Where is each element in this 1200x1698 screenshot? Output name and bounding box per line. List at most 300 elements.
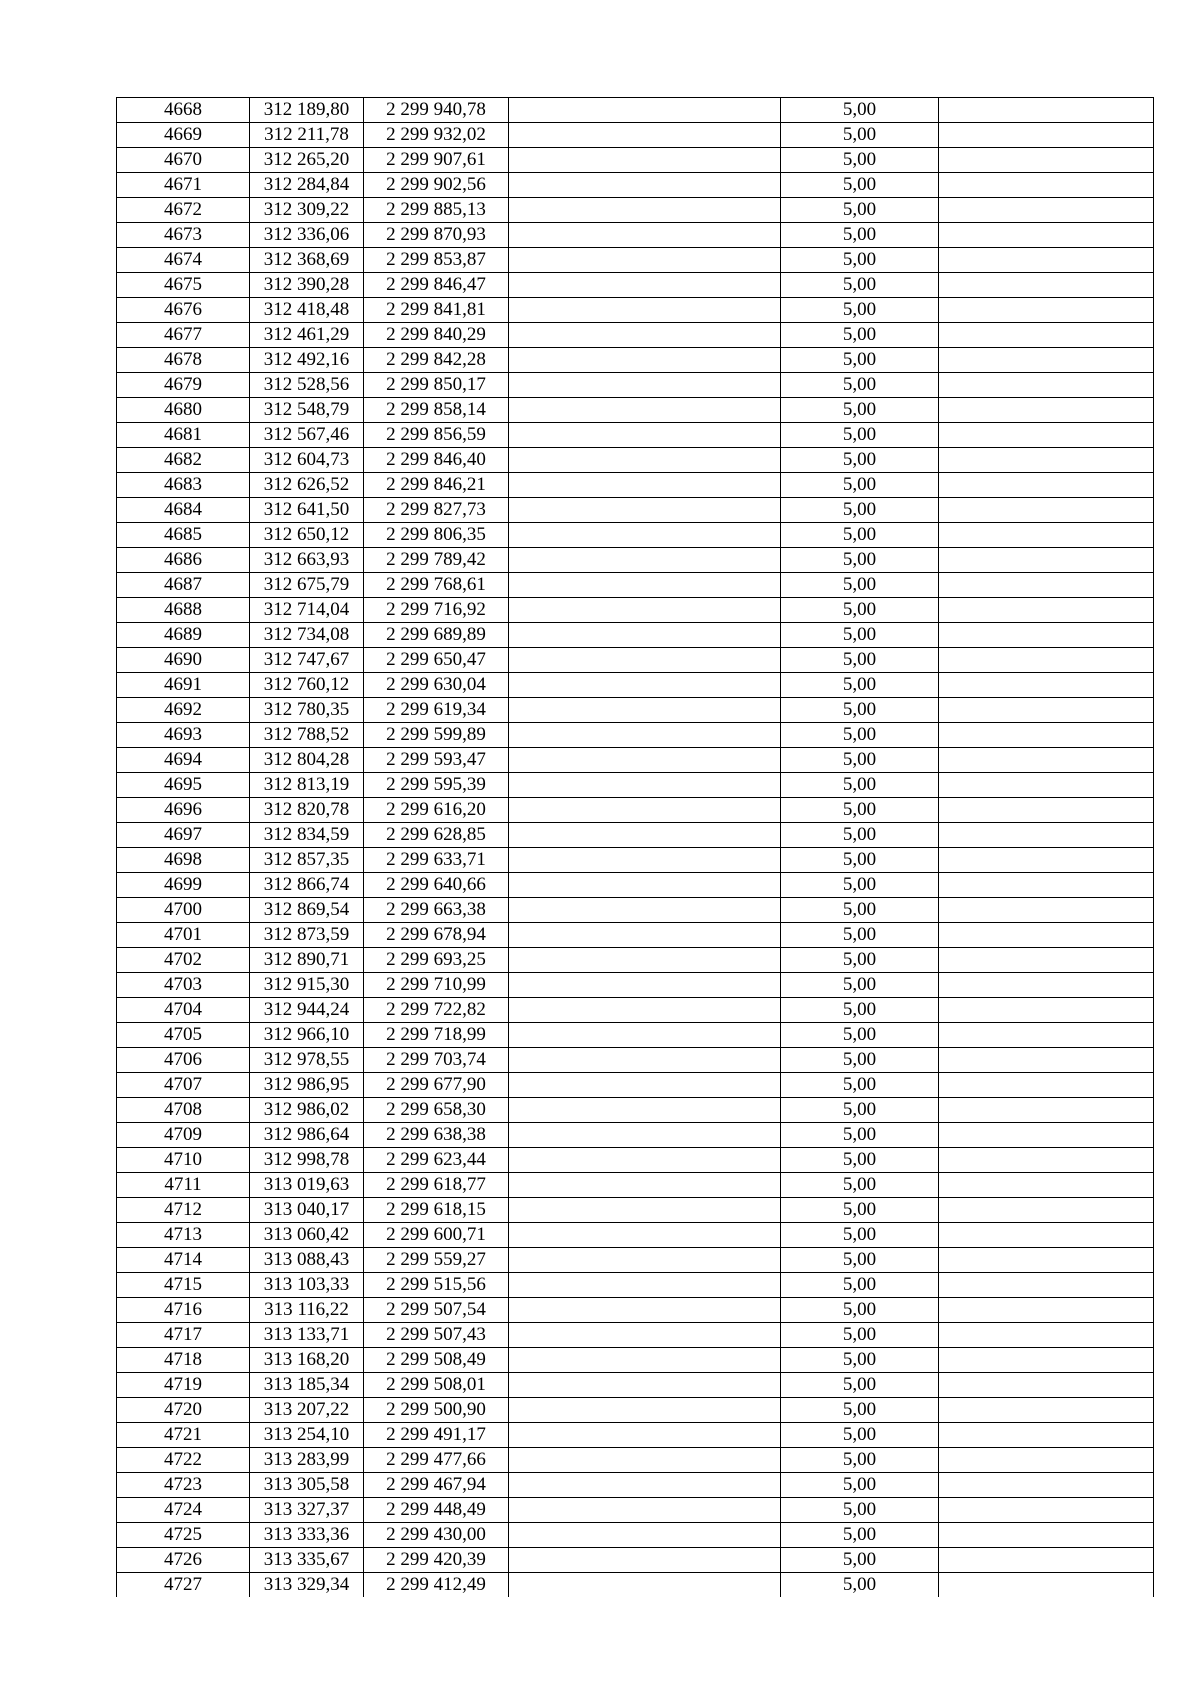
value-cell: 5,00	[781, 1023, 939, 1048]
note-cell	[509, 1348, 781, 1373]
x-coordinate-cell: 313 305,58	[250, 1473, 364, 1498]
note-cell	[509, 1398, 781, 1423]
x-coordinate-cell: 312 336,06	[250, 223, 364, 248]
table-row	[117, 148, 1154, 173]
note-cell	[509, 248, 781, 273]
value-cell: 5,00	[781, 1073, 939, 1098]
value-cell: 5,00	[781, 1398, 939, 1423]
value-cell: 5,00	[781, 123, 939, 148]
value-cell: 5,00	[781, 698, 939, 723]
point-number-cell: 4722	[117, 1448, 250, 1473]
point-number-cell: 4686	[117, 548, 250, 573]
x-coordinate-cell: 312 966,10	[250, 1023, 364, 1048]
table-row	[117, 1123, 1154, 1148]
extra-cell	[939, 548, 1154, 573]
value-cell: 5,00	[781, 198, 939, 223]
value-cell: 5,00	[781, 1473, 939, 1498]
table-row	[117, 1248, 1154, 1273]
extra-cell	[939, 1473, 1154, 1498]
x-coordinate-cell: 312 820,78	[250, 798, 364, 823]
note-cell	[509, 123, 781, 148]
table-row	[117, 623, 1154, 648]
value-cell: 5,00	[781, 523, 939, 548]
point-number-cell: 4716	[117, 1298, 250, 1323]
note-cell	[509, 1023, 781, 1048]
table-row	[117, 1573, 1154, 1598]
point-number-cell: 4718	[117, 1348, 250, 1373]
x-coordinate-cell: 313 133,71	[250, 1323, 364, 1348]
table-row	[117, 548, 1154, 573]
table-row	[117, 498, 1154, 523]
table-row	[117, 123, 1154, 148]
point-number-cell: 4688	[117, 598, 250, 623]
extra-cell	[939, 773, 1154, 798]
table-row	[117, 1048, 1154, 1073]
extra-cell	[939, 573, 1154, 598]
x-coordinate-cell: 312 390,28	[250, 273, 364, 298]
x-coordinate-cell: 312 211,78	[250, 123, 364, 148]
extra-cell	[939, 1173, 1154, 1198]
extra-cell	[939, 98, 1154, 123]
extra-cell	[939, 498, 1154, 523]
y-coordinate-cell: 2 299 618,77	[364, 1173, 509, 1198]
point-number-cell: 4708	[117, 1098, 250, 1123]
y-coordinate-cell: 2 299 595,39	[364, 773, 509, 798]
point-number-cell: 4699	[117, 873, 250, 898]
point-number-cell: 4672	[117, 198, 250, 223]
y-coordinate-cell: 2 299 508,49	[364, 1348, 509, 1373]
y-coordinate-cell: 2 299 907,61	[364, 148, 509, 173]
extra-cell	[939, 248, 1154, 273]
y-coordinate-cell: 2 299 858,14	[364, 398, 509, 423]
note-cell	[509, 1098, 781, 1123]
y-coordinate-cell: 2 299 618,15	[364, 1198, 509, 1223]
y-coordinate-cell: 2 299 559,27	[364, 1248, 509, 1273]
table-row	[117, 748, 1154, 773]
x-coordinate-cell: 313 283,99	[250, 1448, 364, 1473]
extra-cell	[939, 1348, 1154, 1373]
x-coordinate-cell: 312 567,46	[250, 423, 364, 448]
x-coordinate-cell: 312 998,78	[250, 1148, 364, 1173]
note-cell	[509, 1123, 781, 1148]
y-coordinate-cell: 2 299 846,21	[364, 473, 509, 498]
value-cell: 5,00	[781, 723, 939, 748]
value-cell: 5,00	[781, 173, 939, 198]
note-cell	[509, 1473, 781, 1498]
x-coordinate-cell: 312 650,12	[250, 523, 364, 548]
value-cell: 5,00	[781, 948, 939, 973]
x-coordinate-cell: 313 116,22	[250, 1298, 364, 1323]
point-number-cell: 4703	[117, 973, 250, 998]
extra-cell	[939, 873, 1154, 898]
extra-cell	[939, 173, 1154, 198]
note-cell	[509, 998, 781, 1023]
note-cell	[509, 1223, 781, 1248]
table-row	[117, 1373, 1154, 1398]
y-coordinate-cell: 2 299 628,85	[364, 823, 509, 848]
table-row	[117, 348, 1154, 373]
y-coordinate-cell: 2 299 640,66	[364, 873, 509, 898]
table-row	[117, 1098, 1154, 1123]
extra-cell	[939, 1023, 1154, 1048]
x-coordinate-cell: 312 857,35	[250, 848, 364, 873]
table-row	[117, 848, 1154, 873]
value-cell: 5,00	[781, 373, 939, 398]
note-cell	[509, 148, 781, 173]
point-number-cell: 4691	[117, 673, 250, 698]
y-coordinate-cell: 2 299 633,71	[364, 848, 509, 873]
extra-cell	[939, 1273, 1154, 1298]
note-cell	[509, 298, 781, 323]
table-row	[117, 1398, 1154, 1423]
value-cell: 5,00	[781, 1548, 939, 1573]
note-cell	[509, 748, 781, 773]
point-number-cell: 4701	[117, 923, 250, 948]
y-coordinate-cell: 2 299 716,92	[364, 598, 509, 623]
value-cell: 5,00	[781, 773, 939, 798]
x-coordinate-cell: 312 548,79	[250, 398, 364, 423]
point-number-cell: 4693	[117, 723, 250, 748]
table-row	[117, 948, 1154, 973]
x-coordinate-cell: 312 986,95	[250, 1073, 364, 1098]
y-coordinate-cell: 2 299 856,59	[364, 423, 509, 448]
note-cell	[509, 548, 781, 573]
y-coordinate-cell: 2 299 658,30	[364, 1098, 509, 1123]
point-number-cell: 4676	[117, 298, 250, 323]
value-cell: 5,00	[781, 148, 939, 173]
value-cell: 5,00	[781, 223, 939, 248]
x-coordinate-cell: 313 060,42	[250, 1223, 364, 1248]
x-coordinate-cell: 313 185,34	[250, 1373, 364, 1398]
table-row	[117, 1498, 1154, 1523]
value-cell: 5,00	[781, 873, 939, 898]
table-row	[117, 198, 1154, 223]
note-cell	[509, 498, 781, 523]
value-cell: 5,00	[781, 1148, 939, 1173]
x-coordinate-cell: 312 788,52	[250, 723, 364, 748]
note-cell	[509, 1423, 781, 1448]
y-coordinate-cell: 2 299 467,94	[364, 1473, 509, 1498]
table-row	[117, 173, 1154, 198]
point-number-cell: 4704	[117, 998, 250, 1023]
x-coordinate-cell: 313 168,20	[250, 1348, 364, 1373]
table-row	[117, 898, 1154, 923]
point-number-cell: 4711	[117, 1173, 250, 1198]
value-cell: 5,00	[781, 648, 939, 673]
extra-cell	[939, 998, 1154, 1023]
x-coordinate-cell: 312 760,12	[250, 673, 364, 698]
point-number-cell: 4673	[117, 223, 250, 248]
x-coordinate-cell: 312 915,30	[250, 973, 364, 998]
note-cell	[509, 823, 781, 848]
table-row	[117, 698, 1154, 723]
table-row	[117, 523, 1154, 548]
extra-cell	[939, 1423, 1154, 1448]
y-coordinate-cell: 2 299 623,44	[364, 1148, 509, 1173]
y-coordinate-cell: 2 299 508,01	[364, 1373, 509, 1398]
x-coordinate-cell: 312 284,84	[250, 173, 364, 198]
extra-cell	[939, 1498, 1154, 1523]
y-coordinate-cell: 2 299 703,74	[364, 1048, 509, 1073]
y-coordinate-cell: 2 299 600,71	[364, 1223, 509, 1248]
point-number-cell: 4679	[117, 373, 250, 398]
extra-cell	[939, 748, 1154, 773]
value-cell: 5,00	[781, 1273, 939, 1298]
x-coordinate-cell: 312 866,74	[250, 873, 364, 898]
note-cell	[509, 848, 781, 873]
x-coordinate-cell: 312 734,08	[250, 623, 364, 648]
table-row	[117, 773, 1154, 798]
extra-cell	[939, 1148, 1154, 1173]
x-coordinate-cell: 312 986,64	[250, 1123, 364, 1148]
value-cell: 5,00	[781, 323, 939, 348]
table-row	[117, 573, 1154, 598]
note-cell	[509, 898, 781, 923]
y-coordinate-cell: 2 299 477,66	[364, 1448, 509, 1473]
y-coordinate-cell: 2 299 650,47	[364, 648, 509, 673]
table-row	[117, 1073, 1154, 1098]
note-cell	[509, 773, 781, 798]
extra-cell	[939, 148, 1154, 173]
value-cell: 5,00	[781, 998, 939, 1023]
point-number-cell: 4692	[117, 698, 250, 723]
table-row	[117, 223, 1154, 248]
extra-cell	[939, 323, 1154, 348]
coordinates-table	[116, 97, 1154, 1597]
value-cell: 5,00	[781, 1498, 939, 1523]
x-coordinate-cell: 312 890,71	[250, 948, 364, 973]
x-coordinate-cell: 312 813,19	[250, 773, 364, 798]
x-coordinate-cell: 313 040,17	[250, 1198, 364, 1223]
x-coordinate-cell: 312 663,93	[250, 548, 364, 573]
x-coordinate-cell: 312 418,48	[250, 298, 364, 323]
point-number-cell: 4715	[117, 1273, 250, 1298]
y-coordinate-cell: 2 299 663,38	[364, 898, 509, 923]
value-cell: 5,00	[781, 823, 939, 848]
extra-cell	[939, 348, 1154, 373]
extra-cell	[939, 598, 1154, 623]
table-row	[117, 998, 1154, 1023]
point-number-cell: 4705	[117, 1023, 250, 1048]
value-cell: 5,00	[781, 473, 939, 498]
table-row	[117, 973, 1154, 998]
point-number-cell: 4709	[117, 1123, 250, 1148]
note-cell	[509, 1048, 781, 1073]
note-cell	[509, 1298, 781, 1323]
y-coordinate-cell: 2 299 689,89	[364, 623, 509, 648]
value-cell: 5,00	[781, 798, 939, 823]
x-coordinate-cell: 313 088,43	[250, 1248, 364, 1273]
point-number-cell: 4678	[117, 348, 250, 373]
note-cell	[509, 573, 781, 598]
x-coordinate-cell: 312 944,24	[250, 998, 364, 1023]
value-cell: 5,00	[781, 1248, 939, 1273]
table-row	[117, 823, 1154, 848]
point-number-cell: 4682	[117, 448, 250, 473]
value-cell: 5,00	[781, 498, 939, 523]
table-row	[117, 648, 1154, 673]
value-cell: 5,00	[781, 1048, 939, 1073]
point-number-cell: 4697	[117, 823, 250, 848]
point-number-cell: 4675	[117, 273, 250, 298]
note-cell	[509, 323, 781, 348]
extra-cell	[939, 1323, 1154, 1348]
note-cell	[509, 1373, 781, 1398]
point-number-cell: 4668	[117, 98, 250, 123]
coordinates-table-body	[117, 98, 1154, 1598]
note-cell	[509, 948, 781, 973]
x-coordinate-cell: 312 747,67	[250, 648, 364, 673]
note-cell	[509, 1498, 781, 1523]
y-coordinate-cell: 2 299 932,02	[364, 123, 509, 148]
x-coordinate-cell: 312 309,22	[250, 198, 364, 223]
point-number-cell: 4698	[117, 848, 250, 873]
table-row	[117, 373, 1154, 398]
x-coordinate-cell: 312 265,20	[250, 148, 364, 173]
value-cell: 5,00	[781, 973, 939, 998]
point-number-cell: 4712	[117, 1198, 250, 1223]
table-row	[117, 723, 1154, 748]
value-cell: 5,00	[781, 1173, 939, 1198]
note-cell	[509, 1148, 781, 1173]
point-number-cell: 4710	[117, 1148, 250, 1173]
extra-cell	[939, 1298, 1154, 1323]
note-cell	[509, 923, 781, 948]
value-cell: 5,00	[781, 1123, 939, 1148]
extra-cell	[939, 848, 1154, 873]
note-cell	[509, 398, 781, 423]
table-row	[117, 1173, 1154, 1198]
value-cell: 5,00	[781, 1523, 939, 1548]
point-number-cell: 4689	[117, 623, 250, 648]
y-coordinate-cell: 2 299 789,42	[364, 548, 509, 573]
y-coordinate-cell: 2 299 710,99	[364, 973, 509, 998]
value-cell: 5,00	[781, 1423, 939, 1448]
x-coordinate-cell: 313 335,67	[250, 1548, 364, 1573]
y-coordinate-cell: 2 299 420,39	[364, 1548, 509, 1573]
table-row	[117, 873, 1154, 898]
point-number-cell: 4720	[117, 1398, 250, 1423]
extra-cell	[939, 723, 1154, 748]
y-coordinate-cell: 2 299 902,56	[364, 173, 509, 198]
table-row	[117, 448, 1154, 473]
value-cell: 5,00	[781, 923, 939, 948]
x-coordinate-cell: 313 254,10	[250, 1423, 364, 1448]
note-cell	[509, 348, 781, 373]
x-coordinate-cell: 313 019,63	[250, 1173, 364, 1198]
point-number-cell: 4670	[117, 148, 250, 173]
extra-cell	[939, 1123, 1154, 1148]
note-cell	[509, 623, 781, 648]
value-cell: 5,00	[781, 573, 939, 598]
table-row	[117, 423, 1154, 448]
point-number-cell: 4723	[117, 1473, 250, 1498]
note-cell	[509, 1273, 781, 1298]
value-cell: 5,00	[781, 1348, 939, 1373]
y-coordinate-cell: 2 299 507,54	[364, 1298, 509, 1323]
point-number-cell: 4726	[117, 1548, 250, 1573]
point-number-cell: 4713	[117, 1223, 250, 1248]
value-cell: 5,00	[781, 598, 939, 623]
value-cell: 5,00	[781, 448, 939, 473]
extra-cell	[939, 448, 1154, 473]
table-row	[117, 98, 1154, 123]
extra-cell	[939, 1523, 1154, 1548]
value-cell: 5,00	[781, 298, 939, 323]
note-cell	[509, 1323, 781, 1348]
point-number-cell: 4724	[117, 1498, 250, 1523]
y-coordinate-cell: 2 299 722,82	[364, 998, 509, 1023]
y-coordinate-cell: 2 299 677,90	[364, 1073, 509, 1098]
point-number-cell: 4719	[117, 1373, 250, 1398]
value-cell: 5,00	[781, 423, 939, 448]
extra-cell	[939, 1198, 1154, 1223]
note-cell	[509, 1198, 781, 1223]
x-coordinate-cell: 312 626,52	[250, 473, 364, 498]
x-coordinate-cell: 313 329,34	[250, 1573, 364, 1598]
point-number-cell: 4695	[117, 773, 250, 798]
extra-cell	[939, 898, 1154, 923]
extra-cell	[939, 373, 1154, 398]
point-number-cell: 4685	[117, 523, 250, 548]
x-coordinate-cell: 312 528,56	[250, 373, 364, 398]
extra-cell	[939, 673, 1154, 698]
extra-cell	[939, 273, 1154, 298]
table-row	[117, 1223, 1154, 1248]
y-coordinate-cell: 2 299 500,90	[364, 1398, 509, 1423]
point-number-cell: 4700	[117, 898, 250, 923]
x-coordinate-cell: 312 986,02	[250, 1098, 364, 1123]
table-row	[117, 1548, 1154, 1573]
x-coordinate-cell: 312 873,59	[250, 923, 364, 948]
value-cell: 5,00	[781, 848, 939, 873]
point-number-cell: 4677	[117, 323, 250, 348]
value-cell: 5,00	[781, 348, 939, 373]
extra-cell	[939, 973, 1154, 998]
note-cell	[509, 198, 781, 223]
table-row	[117, 1523, 1154, 1548]
table-row	[117, 248, 1154, 273]
note-cell	[509, 1548, 781, 1573]
extra-cell	[939, 823, 1154, 848]
y-coordinate-cell: 2 299 412,49	[364, 1573, 509, 1598]
extra-cell	[939, 923, 1154, 948]
point-number-cell: 4680	[117, 398, 250, 423]
table-row	[117, 1473, 1154, 1498]
value-cell: 5,00	[781, 273, 939, 298]
x-coordinate-cell: 312 780,35	[250, 698, 364, 723]
point-number-cell: 4674	[117, 248, 250, 273]
value-cell: 5,00	[781, 98, 939, 123]
x-coordinate-cell: 312 978,55	[250, 1048, 364, 1073]
note-cell	[509, 1173, 781, 1198]
note-cell	[509, 1073, 781, 1098]
y-coordinate-cell: 2 299 491,17	[364, 1423, 509, 1448]
extra-cell	[939, 398, 1154, 423]
y-coordinate-cell: 2 299 768,61	[364, 573, 509, 598]
table-row	[117, 298, 1154, 323]
extra-cell	[939, 223, 1154, 248]
x-coordinate-cell: 313 333,36	[250, 1523, 364, 1548]
y-coordinate-cell: 2 299 885,13	[364, 198, 509, 223]
y-coordinate-cell: 2 299 842,28	[364, 348, 509, 373]
point-number-cell: 4727	[117, 1573, 250, 1598]
extra-cell	[939, 798, 1154, 823]
x-coordinate-cell: 312 834,59	[250, 823, 364, 848]
value-cell: 5,00	[781, 398, 939, 423]
note-cell	[509, 973, 781, 998]
y-coordinate-cell: 2 299 619,34	[364, 698, 509, 723]
